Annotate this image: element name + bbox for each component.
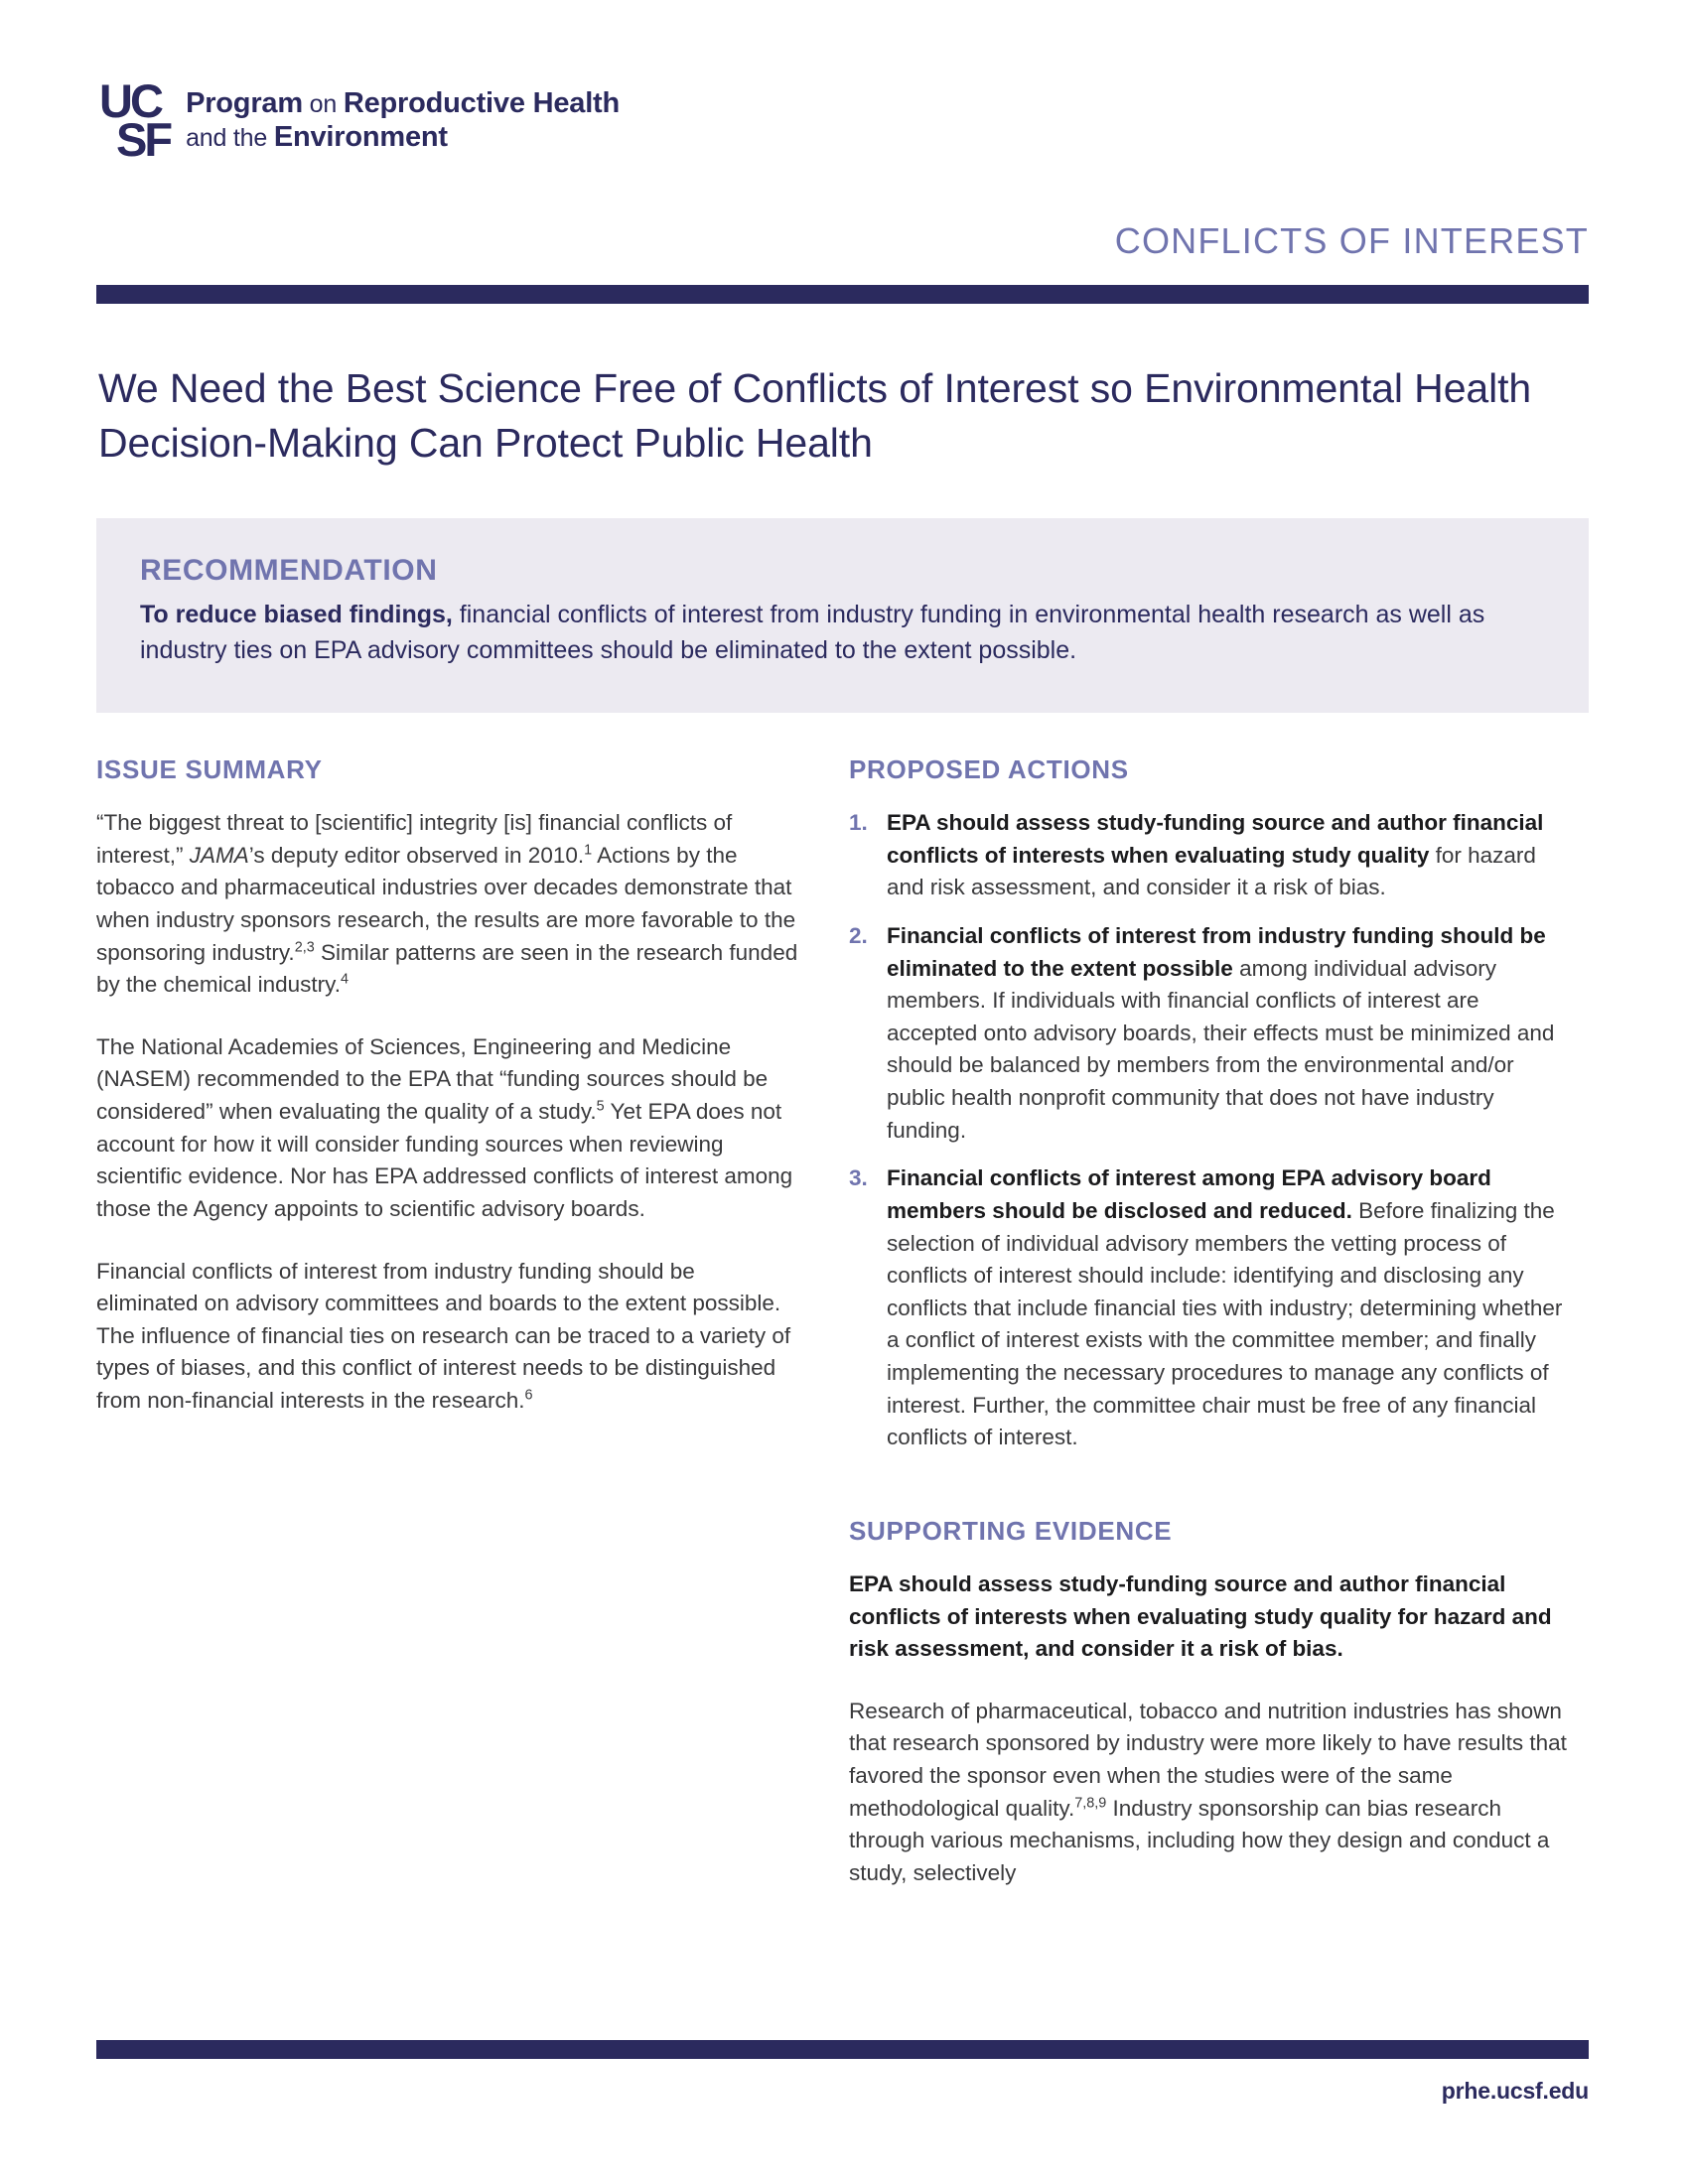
on-word: on — [302, 90, 344, 118]
recommendation-body — [140, 598, 1547, 668]
recommendation-panel — [96, 518, 1589, 713]
text-run: Research of pharmaceutical, tobacco and nutrition industries has shown that research sponsored by industry were more likely to have results that favored the sponsor even when the studies were of the same methodological quality. — [849, 1698, 1567, 1821]
text-run: ’s deputy editor observed in 2010. — [248, 842, 585, 868]
proposed-action-item — [849, 920, 1569, 1147]
paragraph — [96, 807, 801, 1002]
supporting-evidence-section — [849, 1516, 1569, 1890]
footer-website-url: prhe.ucsf.edu — [1441, 2078, 1589, 2104]
text-run: 2,3 — [294, 939, 315, 955]
text-run: Financial conflicts of interest from industry funding should be eliminated on advisory committees and boards to the extent possible. The influence of financial ties on research can be traced to a variety of types of biases, and this conflict of interest needs to be distinguished from non-financial interests in the research. — [96, 1258, 791, 1413]
text-run: “The biggest threat to [scientific] integrity [is] financial conflicts of interest,” — [96, 810, 733, 868]
program-word: Program — [186, 87, 303, 119]
action-lead: Financial conflicts of interest from industry funding should be eliminated to the extent possible — [887, 922, 1546, 981]
issue-summary-body — [96, 807, 801, 1418]
text-run: 6 — [524, 1387, 533, 1404]
text-run: Yet EPA does not account for how it will consider funding sources when reviewing scientific evidence. Nor has EPA addressed conflicts of interest among those the Agency appoints to scientific advisory boards. — [96, 1099, 793, 1221]
text-run: 7,8,9 — [1074, 1795, 1107, 1812]
supporting-evidence-heading: SUPPORTING EVIDENCE — [849, 1515, 1173, 1546]
action-detail: Before finalizing the selection of individual advisory members the vetting process of conflicts of interest should include: identifying and disclosing any conflicts that include financial ties with industry; determining whether a conflict of interest exists with the committee member; and finally implementing the necessary procedures to manage any conflicts of interest. Further, the committee chair must be free of any financial conflicts of interest. — [887, 1197, 1563, 1450]
action-detail: for hazard and risk assessment, and consider it a risk of bias. — [887, 842, 1536, 900]
header-rule — [96, 285, 1589, 304]
page-title: We Need the Best Science Free of Conflicts of Interest so Environmental Health Decision-Making Can Protect Public Health — [98, 365, 1532, 467]
recommendation-heading: RECOMMENDATION — [140, 554, 438, 587]
list-number: 3. — [849, 1165, 868, 1191]
text-run: 4 — [340, 971, 349, 988]
proposed-actions-heading: PROPOSED ACTIONS — [849, 754, 1129, 784]
ucsf-wordmark-icon — [99, 74, 171, 166]
text-run: Industry sponsorship can bias research through various mechanisms, including how they design and conduct a study, selectively — [849, 1795, 1550, 1885]
paragraph — [96, 1031, 801, 1226]
proposed-actions-column — [849, 754, 1569, 1890]
proposed-actions-list — [849, 807, 1569, 1454]
list-number: 2. — [849, 922, 868, 948]
issue-summary-column — [96, 754, 801, 1418]
issue-summary-heading: ISSUE SUMMARY — [96, 754, 323, 784]
footer-rule — [96, 2040, 1589, 2059]
action-lead: Financial conflicts of interest among EPA advisory board members should be disclosed and reduced. — [887, 1165, 1491, 1223]
paragraph — [96, 1256, 801, 1418]
supporting-evidence-lead: EPA should assess study-funding source and author financial conflicts of interests when evaluating study quality for hazard and risk assessment, and consider it a risk of bias. — [849, 1570, 1552, 1662]
text-run: The National Academies of Sciences, Engineering and Medicine (NASEM) recommended to the EPA that “funding sources should be considered” when evaluating the quality of a study. — [96, 1033, 769, 1124]
ucsf-prhe-logo — [99, 74, 621, 166]
ucsf-mark-row2: SF — [116, 112, 171, 166]
action-detail: among individual advisory members. If individuals with financial conflicts of interest are accepted onto advisory boards, their effects must be minimized and should be balanced by members from the environmental and/or public health nonprofit community that does not have industry funding. — [887, 955, 1555, 1143]
text-run: Similar patterns are seen in the research funded by the chemical industry. — [96, 939, 798, 998]
reproductive-health-words: Reproductive Health — [343, 87, 621, 119]
section-kicker: CONFLICTS OF INTEREST — [1114, 220, 1589, 261]
text-run: Actions by the tobacco and pharmaceutical industries over decades demonstrate that when industry sponsors research, the results are more favorable to the sponsoring industry. — [96, 842, 796, 965]
ucsf-mark-row1: UC — [99, 74, 161, 127]
action-lead: EPA should assess study-funding source and author financial conflicts of interests when evaluating study quality — [887, 810, 1544, 868]
text-run: JAMA — [189, 842, 249, 868]
environment-word: Environment — [273, 121, 448, 154]
proposed-action-item — [849, 1162, 1569, 1454]
supporting-evidence-paragraph — [849, 1696, 1569, 1890]
program-name-line2 — [186, 120, 620, 154]
recommendation-rest: financial conflicts of interest from industry funding in environmental health research as well as industry ties on EPA advisory committees should be eliminated to the extent possible. — [140, 601, 1485, 664]
program-name — [186, 84, 620, 154]
text-run: 1 — [584, 842, 593, 859]
program-name-line1 — [186, 86, 620, 120]
recommendation-lead: To reduce biased findings, — [140, 601, 453, 628]
and-the-words: and the — [186, 124, 274, 153]
list-number: 1. — [849, 810, 868, 835]
proposed-action-item — [849, 807, 1569, 904]
text-run: 5 — [596, 1098, 605, 1115]
